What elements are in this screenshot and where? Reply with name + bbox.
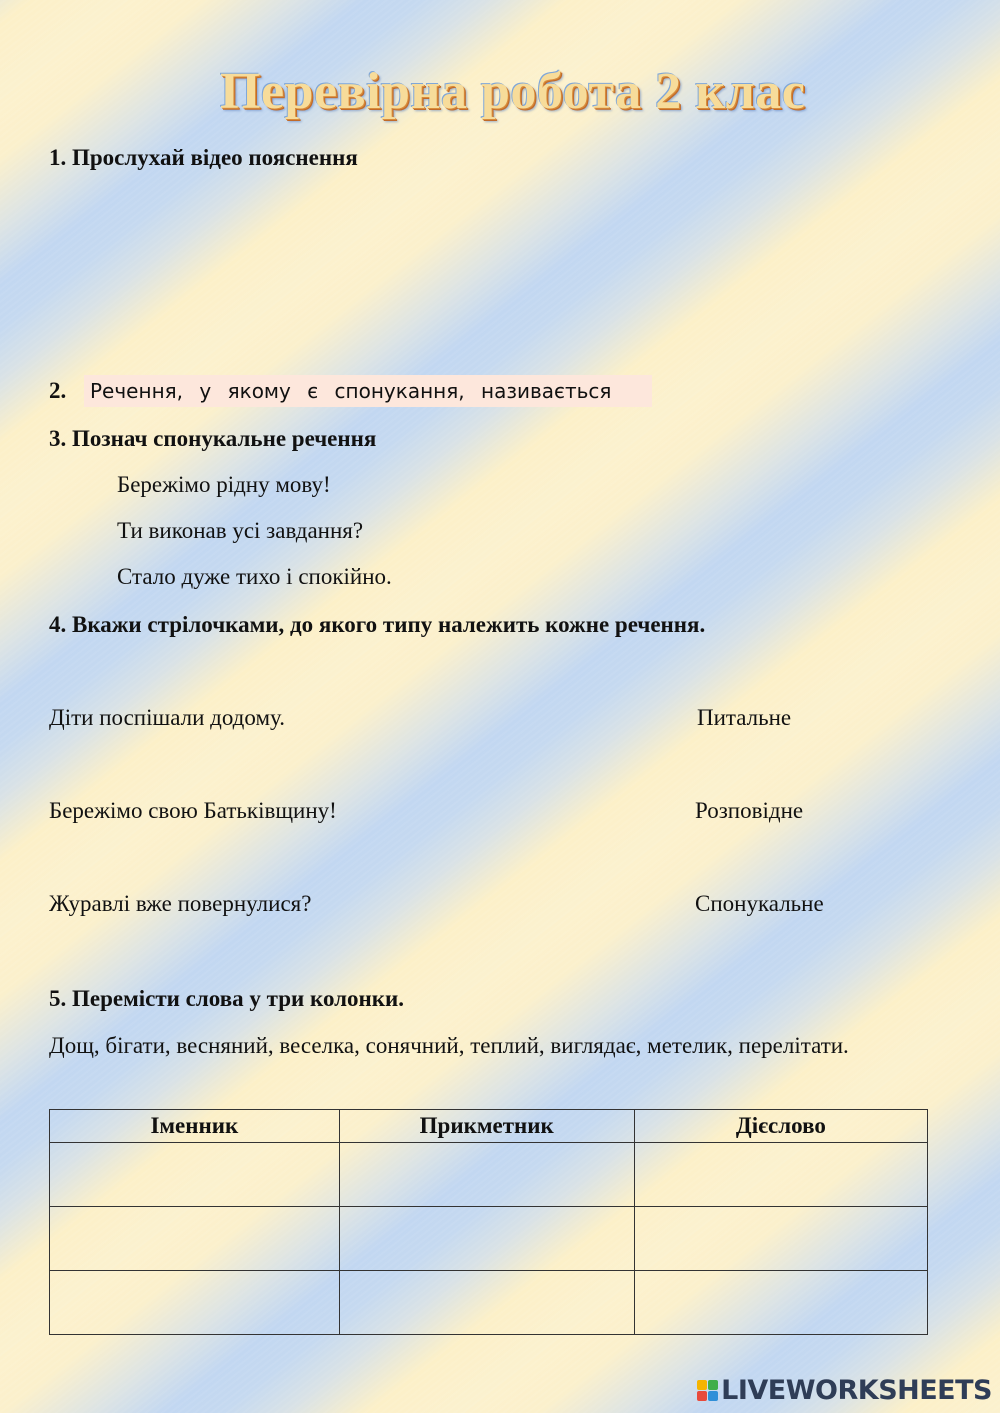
- question-1-number: 1.: [49, 145, 67, 170]
- worksheet-title: Перевірна робота 2 клас: [220, 63, 806, 120]
- q5-word-list: Дощ, бігати, весняний, веселка, сонячний, теплий, виглядає, метелик, перелітати.: [49, 1033, 849, 1058]
- liveworksheets-logo: [697, 1375, 992, 1406]
- drop-cell[interactable]: [50, 1271, 340, 1335]
- drop-cell[interactable]: [634, 1271, 927, 1335]
- table-row: [50, 1207, 928, 1271]
- column-header-verb: Дієслово: [634, 1110, 927, 1143]
- q4-sentence-2[interactable]: Бережімо свою Батьківщину!: [49, 798, 337, 823]
- column-header-adjective: Прикметник: [339, 1110, 634, 1143]
- question-3-heading: 3. Познач спонукальне речення: [49, 426, 377, 451]
- column-header-noun: Іменник: [50, 1110, 340, 1143]
- q4-type-3[interactable]: Спонукальне: [695, 891, 824, 916]
- logo-text: LIVEWORKSHEETS: [721, 1375, 992, 1406]
- question-2-text: Речення, у якому є спонукання, називається: [84, 375, 652, 407]
- question-1: [49, 145, 358, 171]
- q3-option-2[interactable]: Ти виконав усі завдання?: [117, 518, 364, 543]
- question-5-heading: 5. Перемісти слова у три колонки.: [49, 986, 405, 1011]
- q4-sentence-1[interactable]: Діти поспішали додому.: [49, 705, 285, 730]
- table-row: [50, 1271, 928, 1335]
- q4-sentence-3[interactable]: Журавлі вже повернулися?: [49, 891, 312, 916]
- drop-cell[interactable]: [50, 1207, 340, 1271]
- q3-option-1[interactable]: Бережімо рідну мову!: [117, 472, 331, 497]
- question-4-heading: 4. Вкажи стрілочками, до якого типу належить кожне речення.: [49, 612, 706, 637]
- table-row: [50, 1143, 928, 1207]
- drop-cell[interactable]: [634, 1207, 927, 1271]
- question-1-text: Прослухай відео пояснення: [72, 145, 358, 170]
- drop-cell[interactable]: [339, 1143, 634, 1207]
- drop-cell[interactable]: [634, 1143, 927, 1207]
- logo-grid-icon: [697, 1380, 718, 1401]
- q4-type-1[interactable]: Питальне: [697, 705, 792, 730]
- drop-cell[interactable]: [339, 1207, 634, 1271]
- drop-cell[interactable]: [50, 1143, 340, 1207]
- sorting-table: [49, 1109, 928, 1335]
- question-2-number: 2.: [49, 378, 67, 403]
- table-header-row: [50, 1110, 928, 1143]
- drop-cell[interactable]: [339, 1271, 634, 1335]
- q3-option-3[interactable]: Стало дуже тихо і спокійно.: [117, 564, 392, 589]
- q4-type-2[interactable]: Розповідне: [695, 798, 804, 823]
